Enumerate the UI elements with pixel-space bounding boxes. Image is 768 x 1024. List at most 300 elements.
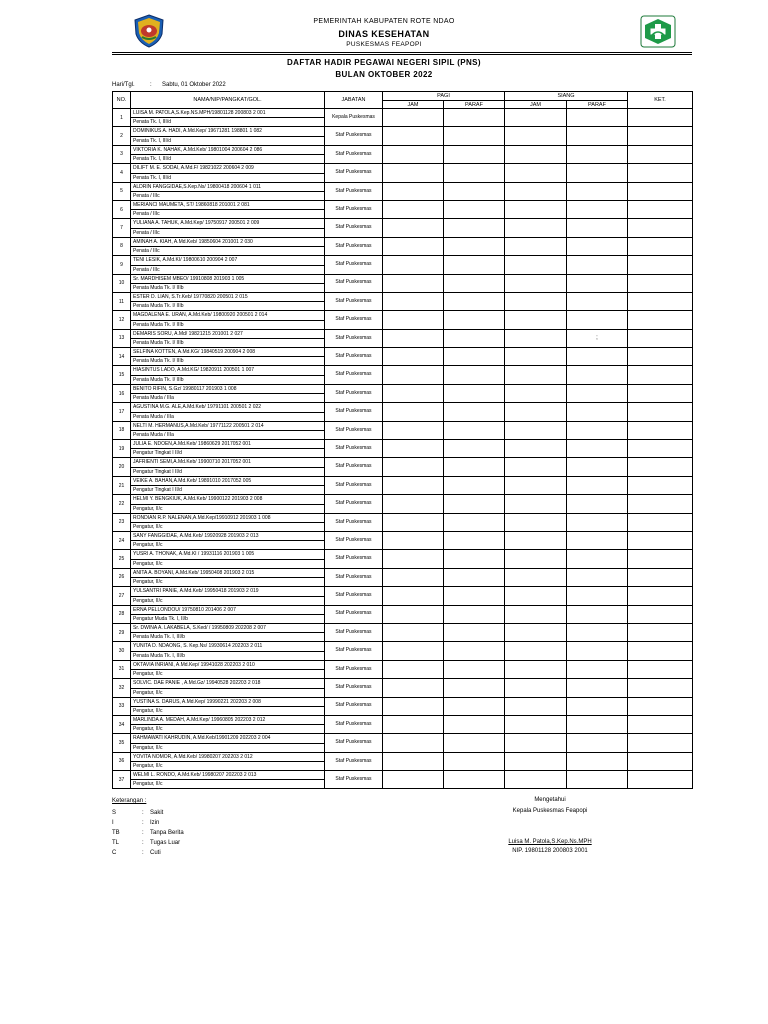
table-row bbox=[113, 568, 693, 586]
employee-cell bbox=[131, 495, 325, 513]
siang-jam-cell[interactable] bbox=[505, 421, 567, 439]
pagi-paraf-cell[interactable] bbox=[444, 568, 505, 586]
employee-position: Staf Puskesmas bbox=[325, 734, 383, 752]
siang-jam-cell[interactable] bbox=[505, 440, 567, 458]
pagi-paraf-cell[interactable] bbox=[444, 292, 505, 310]
ket-cell[interactable] bbox=[628, 384, 693, 402]
date-value: Sabtu, 01 Oktober 2022 bbox=[162, 82, 226, 88]
pagi-paraf-cell[interactable] bbox=[444, 660, 505, 678]
pagi-paraf-cell[interactable] bbox=[444, 771, 505, 789]
pagi-paraf-cell[interactable] bbox=[444, 495, 505, 513]
header-pagi-paraf: PARAF bbox=[444, 101, 505, 109]
employee-cell bbox=[131, 623, 325, 641]
pagi-jam-cell[interactable] bbox=[383, 495, 444, 513]
employee-rank: Penata Tk. I, III/d bbox=[133, 137, 171, 144]
pagi-jam-cell[interactable] bbox=[383, 734, 444, 752]
pagi-paraf-cell[interactable] bbox=[444, 366, 505, 384]
ket-cell[interactable] bbox=[628, 311, 693, 329]
employee-rank: Pengatur, II/c bbox=[133, 597, 163, 604]
pagi-jam-cell[interactable] bbox=[383, 715, 444, 733]
document-title: DAFTAR HADIR PEGAWAI NEGERI SIPIL (PNS) bbox=[287, 58, 481, 67]
employee-position: Staf Puskesmas bbox=[325, 311, 383, 329]
table-row bbox=[113, 200, 693, 218]
table-row bbox=[113, 752, 693, 770]
row-number: 4 bbox=[113, 164, 131, 182]
siang-jam-cell[interactable] bbox=[505, 127, 567, 145]
siang-paraf-cell[interactable] bbox=[567, 605, 628, 623]
siang-paraf-cell[interactable] bbox=[567, 292, 628, 310]
siang-paraf-cell[interactable] bbox=[567, 182, 628, 200]
employee-name-nip: YUSTINA S. DARUS, A.Md.Kep/ 19990221 202203 2 008 bbox=[131, 698, 324, 707]
pagi-jam-cell[interactable] bbox=[383, 531, 444, 549]
pagi-paraf-cell[interactable] bbox=[444, 587, 505, 605]
date-separator: : bbox=[150, 82, 152, 88]
pagi-paraf-cell[interactable] bbox=[444, 164, 505, 182]
employee-cell bbox=[131, 274, 325, 292]
pagi-jam-cell[interactable] bbox=[383, 587, 444, 605]
pagi-paraf-cell[interactable] bbox=[444, 127, 505, 145]
siang-paraf-cell[interactable] bbox=[567, 495, 628, 513]
siang-paraf-cell[interactable] bbox=[567, 200, 628, 218]
ket-cell[interactable] bbox=[628, 440, 693, 458]
employee-position: Staf Puskesmas bbox=[325, 256, 383, 274]
siang-paraf-cell[interactable] bbox=[567, 366, 628, 384]
employee-name-nip: DEMARIS SORU, A.Md/ 19821215 201001 2 027 bbox=[131, 330, 324, 339]
header-name: NAMA/NIP/PANGKAT/GOL. bbox=[131, 92, 325, 109]
siang-jam-cell[interactable] bbox=[505, 109, 567, 127]
employee-name-nip: NELTI M. HERMANUS,A.Md.Keb/ 19771122 200501 2 014 bbox=[131, 422, 324, 431]
row-number: 34 bbox=[113, 715, 131, 733]
legend-text: Cuti bbox=[150, 850, 161, 856]
siang-jam-cell[interactable] bbox=[505, 348, 567, 366]
employee-position: Staf Puskesmas bbox=[325, 660, 383, 678]
row-number: 27 bbox=[113, 587, 131, 605]
pagi-paraf-cell[interactable] bbox=[444, 550, 505, 568]
pagi-jam-cell[interactable] bbox=[383, 513, 444, 531]
ket-cell[interactable] bbox=[628, 605, 693, 623]
pagi-paraf-cell[interactable] bbox=[444, 348, 505, 366]
table-row bbox=[113, 587, 693, 605]
legend-code: I bbox=[112, 820, 114, 826]
siang-jam-cell[interactable] bbox=[505, 495, 567, 513]
row-number: 37 bbox=[113, 771, 131, 789]
header-pagi-jam: JAM bbox=[383, 101, 444, 109]
pagi-paraf-cell[interactable] bbox=[444, 421, 505, 439]
employee-cell bbox=[131, 587, 325, 605]
ket-cell[interactable] bbox=[628, 164, 693, 182]
pagi-jam-cell[interactable] bbox=[383, 292, 444, 310]
row-number: 33 bbox=[113, 697, 131, 715]
pagi-paraf-cell[interactable] bbox=[444, 256, 505, 274]
pagi-paraf-cell[interactable] bbox=[444, 145, 505, 163]
employee-rank: Pengatur, II/c bbox=[133, 542, 163, 549]
pagi-jam-cell[interactable] bbox=[383, 568, 444, 586]
siang-paraf-cell[interactable] bbox=[567, 274, 628, 292]
siang-jam-cell[interactable] bbox=[505, 219, 567, 237]
siang-jam-cell[interactable] bbox=[505, 274, 567, 292]
legend-item bbox=[112, 818, 184, 828]
employee-position: Staf Puskesmas bbox=[325, 200, 383, 218]
pagi-paraf-cell[interactable] bbox=[444, 476, 505, 494]
ket-cell[interactable] bbox=[628, 623, 693, 641]
pagi-jam-cell[interactable] bbox=[383, 182, 444, 200]
siang-jam-cell[interactable] bbox=[505, 513, 567, 531]
pagi-jam-cell[interactable] bbox=[383, 403, 444, 421]
employee-rank: Pengatur Tingkat I II/d bbox=[133, 468, 182, 475]
siang-paraf-cell[interactable] bbox=[567, 256, 628, 274]
pagi-paraf-cell[interactable] bbox=[444, 531, 505, 549]
siang-paraf-cell[interactable] bbox=[567, 476, 628, 494]
pagi-jam-cell[interactable] bbox=[383, 623, 444, 641]
employee-rank: Penata / IIIc bbox=[133, 229, 160, 236]
signature-nip: NIP. 19801128 200803 2001 bbox=[512, 848, 588, 854]
pagi-paraf-cell[interactable] bbox=[444, 440, 505, 458]
pagi-jam-cell[interactable] bbox=[383, 329, 444, 347]
pagi-paraf-cell[interactable] bbox=[444, 311, 505, 329]
employee-position: Staf Puskesmas bbox=[325, 568, 383, 586]
employee-name-nip: ERNA PELLONDOU/ 19750810 201406 2 007 bbox=[131, 606, 324, 615]
siang-jam-cell[interactable] bbox=[505, 660, 567, 678]
row-number: 19 bbox=[113, 440, 131, 458]
ket-cell[interactable] bbox=[628, 697, 693, 715]
siang-paraf-cell[interactable] bbox=[567, 531, 628, 549]
legend-separator: : bbox=[142, 810, 144, 816]
employee-name-nip: YUNITA D. NDAONG, S. Kep.Ns/ 19930614 202203 2 011 bbox=[131, 642, 324, 651]
employee-cell bbox=[131, 715, 325, 733]
ket-cell[interactable] bbox=[628, 329, 693, 347]
siang-jam-cell[interactable] bbox=[505, 587, 567, 605]
employee-name-nip: HELMI Y. BENGKIUK, A.Md.Keb/ 19900122 201903 2 008 bbox=[131, 495, 324, 504]
pagi-jam-cell[interactable] bbox=[383, 164, 444, 182]
siang-jam-cell[interactable] bbox=[505, 623, 567, 641]
employee-name-nip: JULIA E. NDOEN,A.Md.Keb/ 19860629 2017052 001 bbox=[131, 440, 324, 449]
legend-separator: : bbox=[142, 840, 144, 846]
siang-jam-cell[interactable] bbox=[505, 752, 567, 770]
ket-cell[interactable] bbox=[628, 734, 693, 752]
employee-name-nip: MAGDALENA E. URAN, A.Md.Keb/ 19800920 200501 2 014 bbox=[131, 311, 324, 320]
siang-paraf-cell[interactable] bbox=[567, 164, 628, 182]
employee-name-nip: ANITA A. BOYANI, A.Md.Keb/ 19950408 201903 2 015 bbox=[131, 569, 324, 578]
siang-paraf-cell[interactable] bbox=[567, 421, 628, 439]
employee-position: Staf Puskesmas bbox=[325, 623, 383, 641]
table-row bbox=[113, 164, 693, 182]
ket-cell[interactable] bbox=[628, 550, 693, 568]
siang-jam-cell[interactable] bbox=[505, 256, 567, 274]
pagi-jam-cell[interactable] bbox=[383, 200, 444, 218]
employee-position: Staf Puskesmas bbox=[325, 145, 383, 163]
siang-jam-cell[interactable] bbox=[505, 366, 567, 384]
employee-position: Staf Puskesmas bbox=[325, 697, 383, 715]
row-number: 12 bbox=[113, 311, 131, 329]
table-row bbox=[113, 109, 693, 127]
pagi-paraf-cell[interactable] bbox=[444, 329, 505, 347]
ket-cell[interactable] bbox=[628, 219, 693, 237]
table-row bbox=[113, 421, 693, 439]
legend-code: TB bbox=[112, 830, 120, 836]
siang-jam-cell[interactable] bbox=[505, 605, 567, 623]
ket-cell[interactable] bbox=[628, 292, 693, 310]
employee-position: Staf Puskesmas bbox=[325, 679, 383, 697]
ket-cell[interactable] bbox=[628, 752, 693, 770]
employee-rank: Penata / IIIc bbox=[133, 266, 160, 273]
siang-paraf-cell[interactable] bbox=[567, 623, 628, 641]
pagi-jam-cell[interactable] bbox=[383, 384, 444, 402]
table-row bbox=[113, 274, 693, 292]
legend-separator: : bbox=[142, 850, 144, 856]
pagi-jam-cell[interactable] bbox=[383, 421, 444, 439]
siang-paraf-cell[interactable] bbox=[567, 660, 628, 678]
siang-jam-cell[interactable] bbox=[505, 403, 567, 421]
ket-cell[interactable] bbox=[628, 568, 693, 586]
siang-paraf-cell[interactable] bbox=[567, 697, 628, 715]
siang-jam-cell[interactable] bbox=[505, 679, 567, 697]
employee-rank: Pengatur, II/c bbox=[133, 505, 163, 512]
pagi-paraf-cell[interactable] bbox=[444, 403, 505, 421]
siang-paraf-cell[interactable] bbox=[567, 771, 628, 789]
table-row bbox=[113, 403, 693, 421]
row-number: 13 bbox=[113, 329, 131, 347]
siang-jam-cell[interactable] bbox=[505, 642, 567, 660]
pagi-jam-cell[interactable] bbox=[383, 697, 444, 715]
pagi-paraf-cell[interactable] bbox=[444, 274, 505, 292]
pagi-jam-cell[interactable] bbox=[383, 476, 444, 494]
siang-paraf-cell[interactable] bbox=[567, 127, 628, 145]
siang-paraf-cell[interactable] bbox=[567, 752, 628, 770]
ket-cell[interactable] bbox=[628, 237, 693, 255]
pagi-paraf-cell[interactable] bbox=[444, 752, 505, 770]
pagi-jam-cell[interactable] bbox=[383, 127, 444, 145]
siang-jam-cell[interactable] bbox=[505, 550, 567, 568]
ket-cell[interactable] bbox=[628, 476, 693, 494]
siang-paraf-cell[interactable]: ; bbox=[567, 329, 628, 347]
employee-position: Staf Puskesmas bbox=[325, 476, 383, 494]
ket-cell[interactable] bbox=[628, 495, 693, 513]
siang-paraf-cell[interactable] bbox=[567, 237, 628, 255]
pagi-paraf-cell[interactable] bbox=[444, 623, 505, 641]
pagi-jam-cell[interactable] bbox=[383, 752, 444, 770]
pagi-jam-cell[interactable] bbox=[383, 679, 444, 697]
siang-jam-cell[interactable] bbox=[505, 237, 567, 255]
ket-cell[interactable] bbox=[628, 348, 693, 366]
ket-cell[interactable] bbox=[628, 274, 693, 292]
ket-cell[interactable] bbox=[628, 660, 693, 678]
row-number: 22 bbox=[113, 495, 131, 513]
employee-name-nip: TENI LESIK, A.Md.KI/ 19800610 200904 2 007 bbox=[131, 256, 324, 265]
date-line bbox=[112, 82, 226, 88]
pagi-paraf-cell[interactable] bbox=[444, 219, 505, 237]
pagi-jam-cell[interactable] bbox=[383, 366, 444, 384]
employee-position: Staf Puskesmas bbox=[325, 458, 383, 476]
header-divider-thin bbox=[112, 54, 692, 55]
ket-cell[interactable] bbox=[628, 256, 693, 274]
ket-cell[interactable] bbox=[628, 531, 693, 549]
employee-cell bbox=[131, 182, 325, 200]
ket-cell[interactable] bbox=[628, 513, 693, 531]
employee-cell bbox=[131, 697, 325, 715]
pagi-jam-cell[interactable] bbox=[383, 219, 444, 237]
siang-paraf-cell[interactable] bbox=[567, 458, 628, 476]
row-number: 8 bbox=[113, 237, 131, 255]
employee-position: Staf Puskesmas bbox=[325, 771, 383, 789]
pagi-paraf-cell[interactable] bbox=[444, 605, 505, 623]
table-row bbox=[113, 771, 693, 789]
siang-paraf-cell[interactable] bbox=[567, 219, 628, 237]
ket-cell[interactable] bbox=[628, 458, 693, 476]
ket-cell[interactable] bbox=[628, 182, 693, 200]
siang-paraf-cell[interactable] bbox=[567, 587, 628, 605]
siang-jam-cell[interactable] bbox=[505, 715, 567, 733]
pagi-jam-cell[interactable] bbox=[383, 256, 444, 274]
pagi-paraf-cell[interactable] bbox=[444, 182, 505, 200]
legend-text: Tugas Luar bbox=[150, 840, 181, 846]
siang-jam-cell[interactable] bbox=[505, 531, 567, 549]
ket-cell[interactable] bbox=[628, 109, 693, 127]
siang-paraf-cell[interactable] bbox=[567, 384, 628, 402]
ket-cell[interactable] bbox=[628, 145, 693, 163]
employee-name-nip: Sr. DWINA A. LAKABELA, S.Ked/ / 19950809 202208 2 007 bbox=[131, 624, 324, 633]
legend-code: TL bbox=[112, 840, 120, 846]
ket-cell[interactable] bbox=[628, 679, 693, 697]
employee-position: Staf Puskesmas bbox=[325, 329, 383, 347]
table-row bbox=[113, 495, 693, 513]
header-no: NO. bbox=[113, 92, 131, 109]
table-row bbox=[113, 531, 693, 549]
siang-jam-cell[interactable] bbox=[505, 164, 567, 182]
siang-paraf-cell[interactable] bbox=[567, 109, 628, 127]
employee-name-nip: HIASINTUS LADO, A.Md.KG/ 19820911 200501 1 007 bbox=[131, 366, 324, 375]
pagi-jam-cell[interactable] bbox=[383, 605, 444, 623]
pagi-jam-cell[interactable] bbox=[383, 550, 444, 568]
row-number: 31 bbox=[113, 660, 131, 678]
siang-paraf-cell[interactable] bbox=[567, 679, 628, 697]
ket-cell[interactable] bbox=[628, 366, 693, 384]
siang-jam-cell[interactable] bbox=[505, 329, 567, 347]
siang-jam-cell[interactable] bbox=[505, 384, 567, 402]
ket-cell[interactable] bbox=[628, 200, 693, 218]
pagi-jam-cell[interactable] bbox=[383, 311, 444, 329]
ket-cell[interactable] bbox=[628, 587, 693, 605]
siang-jam-cell[interactable] bbox=[505, 458, 567, 476]
pagi-jam-cell[interactable] bbox=[383, 109, 444, 127]
pagi-paraf-cell[interactable] bbox=[444, 384, 505, 402]
employee-rank: Pengatur, II/c bbox=[133, 744, 163, 751]
employee-rank: Pengatur, II/c bbox=[133, 671, 163, 678]
employee-rank: Penata Muda Tk. I/ IIIb bbox=[133, 284, 184, 291]
employee-name-nip: MERIANCI MAUMETA, ST/ 19860818 201001 2 081 bbox=[131, 201, 324, 210]
siang-paraf-cell[interactable] bbox=[567, 734, 628, 752]
employee-cell bbox=[131, 513, 325, 531]
pagi-paraf-cell[interactable] bbox=[444, 715, 505, 733]
pagi-paraf-cell[interactable] bbox=[444, 734, 505, 752]
pagi-jam-cell[interactable] bbox=[383, 348, 444, 366]
pagi-jam-cell[interactable] bbox=[383, 145, 444, 163]
siang-paraf-cell[interactable] bbox=[567, 513, 628, 531]
pagi-jam-cell[interactable] bbox=[383, 237, 444, 255]
employee-rank: Penata Muda Tk. I, III/b bbox=[133, 634, 185, 641]
ket-cell[interactable] bbox=[628, 403, 693, 421]
siang-jam-cell[interactable] bbox=[505, 182, 567, 200]
header-jabatan: JABATAN bbox=[325, 92, 383, 109]
pagi-paraf-cell[interactable] bbox=[444, 642, 505, 660]
pagi-paraf-cell[interactable] bbox=[444, 697, 505, 715]
table-row bbox=[113, 145, 693, 163]
pagi-paraf-cell[interactable] bbox=[444, 109, 505, 127]
employee-rank: Penata Muda / IIIa bbox=[133, 413, 174, 420]
pagi-jam-cell[interactable] bbox=[383, 274, 444, 292]
ket-cell[interactable] bbox=[628, 421, 693, 439]
pagi-paraf-cell[interactable] bbox=[444, 237, 505, 255]
row-number: 2 bbox=[113, 127, 131, 145]
siang-jam-cell[interactable] bbox=[505, 697, 567, 715]
ket-cell[interactable] bbox=[628, 127, 693, 145]
header-siang: SIANG bbox=[505, 92, 628, 101]
table-row bbox=[113, 697, 693, 715]
pagi-paraf-cell[interactable] bbox=[444, 513, 505, 531]
table-row bbox=[113, 513, 693, 531]
row-number: 36 bbox=[113, 752, 131, 770]
pagi-jam-cell[interactable] bbox=[383, 642, 444, 660]
siang-paraf-cell[interactable] bbox=[567, 311, 628, 329]
pagi-jam-cell[interactable] bbox=[383, 771, 444, 789]
ket-cell[interactable] bbox=[628, 642, 693, 660]
legend-title: Keterangan : bbox=[112, 798, 147, 804]
row-number: 25 bbox=[113, 550, 131, 568]
ket-cell[interactable] bbox=[628, 771, 693, 789]
row-number: 24 bbox=[113, 531, 131, 549]
pagi-paraf-cell[interactable] bbox=[444, 200, 505, 218]
siang-jam-cell[interactable] bbox=[505, 145, 567, 163]
siang-paraf-cell[interactable] bbox=[567, 715, 628, 733]
siang-jam-cell[interactable] bbox=[505, 292, 567, 310]
pagi-jam-cell[interactable] bbox=[383, 660, 444, 678]
siang-jam-cell[interactable] bbox=[505, 200, 567, 218]
employee-rank: Pengatur Tingkat I II/d bbox=[133, 487, 182, 494]
siang-paraf-cell[interactable] bbox=[567, 642, 628, 660]
siang-jam-cell[interactable] bbox=[505, 311, 567, 329]
siang-paraf-cell[interactable] bbox=[567, 403, 628, 421]
table-row bbox=[113, 734, 693, 752]
siang-jam-cell[interactable] bbox=[505, 568, 567, 586]
employee-position: Staf Puskesmas bbox=[325, 182, 383, 200]
siang-paraf-cell[interactable] bbox=[567, 348, 628, 366]
employee-rank: Penata Tk. I, III/d bbox=[133, 156, 171, 163]
header-siang-jam: JAM bbox=[505, 101, 567, 109]
pagi-paraf-cell[interactable] bbox=[444, 679, 505, 697]
siang-jam-cell[interactable] bbox=[505, 734, 567, 752]
siang-paraf-cell[interactable] bbox=[567, 568, 628, 586]
siang-paraf-cell[interactable] bbox=[567, 440, 628, 458]
employee-name-nip: YULSANTRI PANIE, A.Md.Keb/ 19950418 201903 2 019 bbox=[131, 587, 324, 596]
siang-jam-cell[interactable] bbox=[505, 771, 567, 789]
table-row bbox=[113, 348, 693, 366]
siang-paraf-cell[interactable] bbox=[567, 145, 628, 163]
header-ket: KET. bbox=[628, 92, 693, 109]
employee-rank: Penata Muda / IIIa bbox=[133, 432, 174, 439]
employee-rank: Penata Tk. I, III/d bbox=[133, 174, 171, 181]
siang-jam-cell[interactable] bbox=[505, 476, 567, 494]
employee-rank: Penata Muda Tk. I/ IIIb bbox=[133, 303, 184, 310]
pagi-jam-cell[interactable] bbox=[383, 440, 444, 458]
pagi-jam-cell[interactable] bbox=[383, 458, 444, 476]
legend-text: Sakit bbox=[150, 810, 164, 816]
siang-paraf-cell[interactable] bbox=[567, 550, 628, 568]
employee-cell bbox=[131, 145, 325, 163]
employee-cell bbox=[131, 256, 325, 274]
table-row bbox=[113, 292, 693, 310]
employee-rank: Pengatur, II/c bbox=[133, 707, 163, 714]
pagi-paraf-cell[interactable] bbox=[444, 458, 505, 476]
ket-cell[interactable] bbox=[628, 715, 693, 733]
